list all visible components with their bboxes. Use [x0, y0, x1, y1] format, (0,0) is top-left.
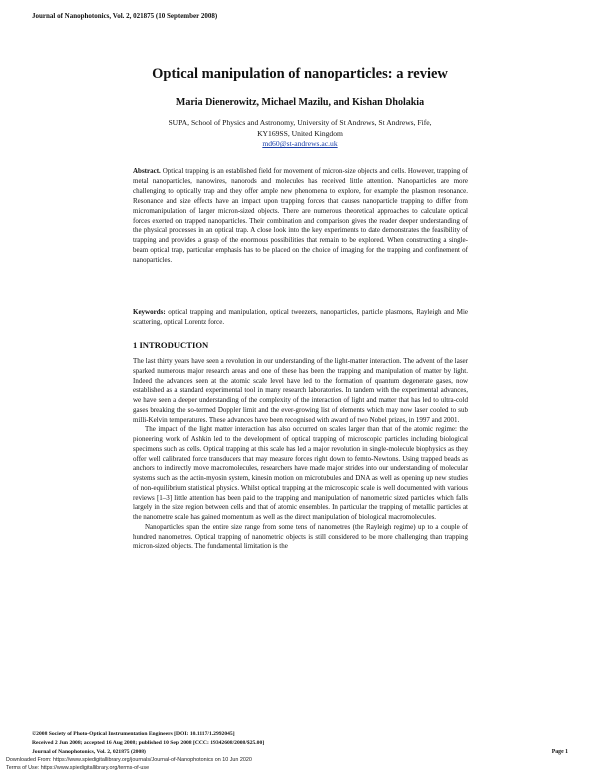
terms-of-use-link[interactable]: Terms of Use: https://www.spiedigitallibrary.org/terms-of-use [6, 765, 150, 771]
abstract-text: Optical trapping is an established field for movement of micron-size objects and cells. However, trapping of metal nanoparticles, nanowires, nanorods and molecules has received little attention. Nanoparticles are more challenging to optically trap and they offer ample new phenomena to explore, for example the plasmon resonance. Resonance and size effects have an impact upon trapping forces that causes nanoparticle trapping to differ from micromanipulation of larger micron-sized objects. There are numerous theoretical approaches to calculate optical forces exerted on trapped nanoparticles. Their combination and comparison gives the reader deeper understanding of the physical processes in an optical trap. A close look into the key experiments to date demonstrates the feasibility of trapping and provides a grasp of the enormous possibilities that remain to be explored. When constructing a single-beam optical trap, particular emphasis has to be placed on the choice of imaging for the trapping and confinement of nanoparticles. [133, 167, 468, 265]
author-email-link[interactable]: md60@st-andrews.ac.uk [262, 139, 338, 148]
footer-received: Received 2 Jun 2008; accepted 16 Aug 2008; published 10 Sep 2008 [CCC: 19342608/2008/$25.00] [32, 740, 265, 746]
paper-title: Optical manipulation of nanoparticles: a review [152, 66, 448, 82]
keywords-text: optical trapping and manipulation, optical tweezers, nanoparticles, particle plasmons, Rayleigh and Mie scattering, optical Lorentz force. [133, 308, 469, 326]
download-notice: Downloaded From: https://www.spiedigitallibrary.org/journals/Journal-of-Nanophotonics on 10 Jun 2020 [6, 757, 252, 763]
affiliation-line-2: KY169SS, United Kingdom [257, 128, 343, 138]
affiliation [150, 118, 450, 150]
body-paragraph: The impact of the light matter interaction has also occurred on scales larger than that of the atomic regime: the pioneering work of Ashkin led to the development of optical trapping of microscopic particles including biological specimens such as cells. Optical trapping at this scale has led a major revolution in single-molecule biophysics as they offer well calibrated force transducers that may measure forces right down to femto-Newtons. Using trapped beads as anchors to indirectly move macromolecules, researchers have made major strides into our understanding of molecular systems such as the actin-myosin system, kinesin motion on microtubules and DNA as well as opening up new studies of non-equilibrium statistical physics. Whilst optical trapping at the microscopic scale is well documented with various reviews [1–3] little attention has been paid to the trapping and manipulation of nanometric sized particles which falls largely in the size region between cells and that of atomic ensembles. In particular the trapping of metallic particles at the nanometre scale has gained momentum as well as the direct manipulation of biological macromolecules. [133, 425, 468, 521]
affiliation-line-1: SUPA, School of Physics and Astronomy, University of St Andrews, St Andrews, Fife, [168, 118, 432, 127]
footer-journal: Journal of Nanophotonics, Vol. 2, 021875 (2008) [32, 749, 146, 755]
abstract [133, 167, 468, 266]
section-body [133, 357, 468, 552]
journal-header: Journal of Nanophotonics, Vol. 2, 021875 (10 September 2008) [32, 12, 218, 20]
body-paragraph: The last thirty years have seen a revolution in our understanding of the light-matter interaction. The advent of the laser sparked numerous major research areas and one of these has been the trapping and manipulation of matter by light. Indeed the advances seen at the atomic scale level have led to the formation of quantum degenerate gases, now established as a standard experimental tool in many research laboratories. In tandem with the experimental advances, we have seen a deeper understanding of the complexity of the interaction of light and matter that has led to ultra-cold gases breaking the so-termed Doppler limit and the ever-growing list of elements which may now laser cooled to sub milli-Kelvin temperatures. These advances have been recognised with award of two Nobel prizes, in 1997 and 2001. [133, 357, 468, 424]
body-paragraph: Nanoparticles span the entire size range from some tens of nanometres (the Rayleigh regime) up to a couple of hundred nanometres. Optical trapping of nanometric objects is still considered to be more challenging than trapping micron-sized objects. The fundamental limitation is the [133, 522, 468, 551]
page-number: Page 1 [551, 749, 568, 755]
abstract-label: Abstract. [133, 167, 161, 175]
keywords-label: Keywords: [133, 308, 166, 316]
footer-copyright: ©2008 Society of Photo-Optical Instrumentation Engineers [DOI: 10.1117/1.2992045] [32, 731, 235, 737]
author-list: Maria Dienerowitz, Michael Mazilu, and Kishan Dholakia [175, 97, 425, 108]
keywords [133, 308, 468, 328]
section-heading: 1 INTRODUCTION [133, 340, 209, 350]
